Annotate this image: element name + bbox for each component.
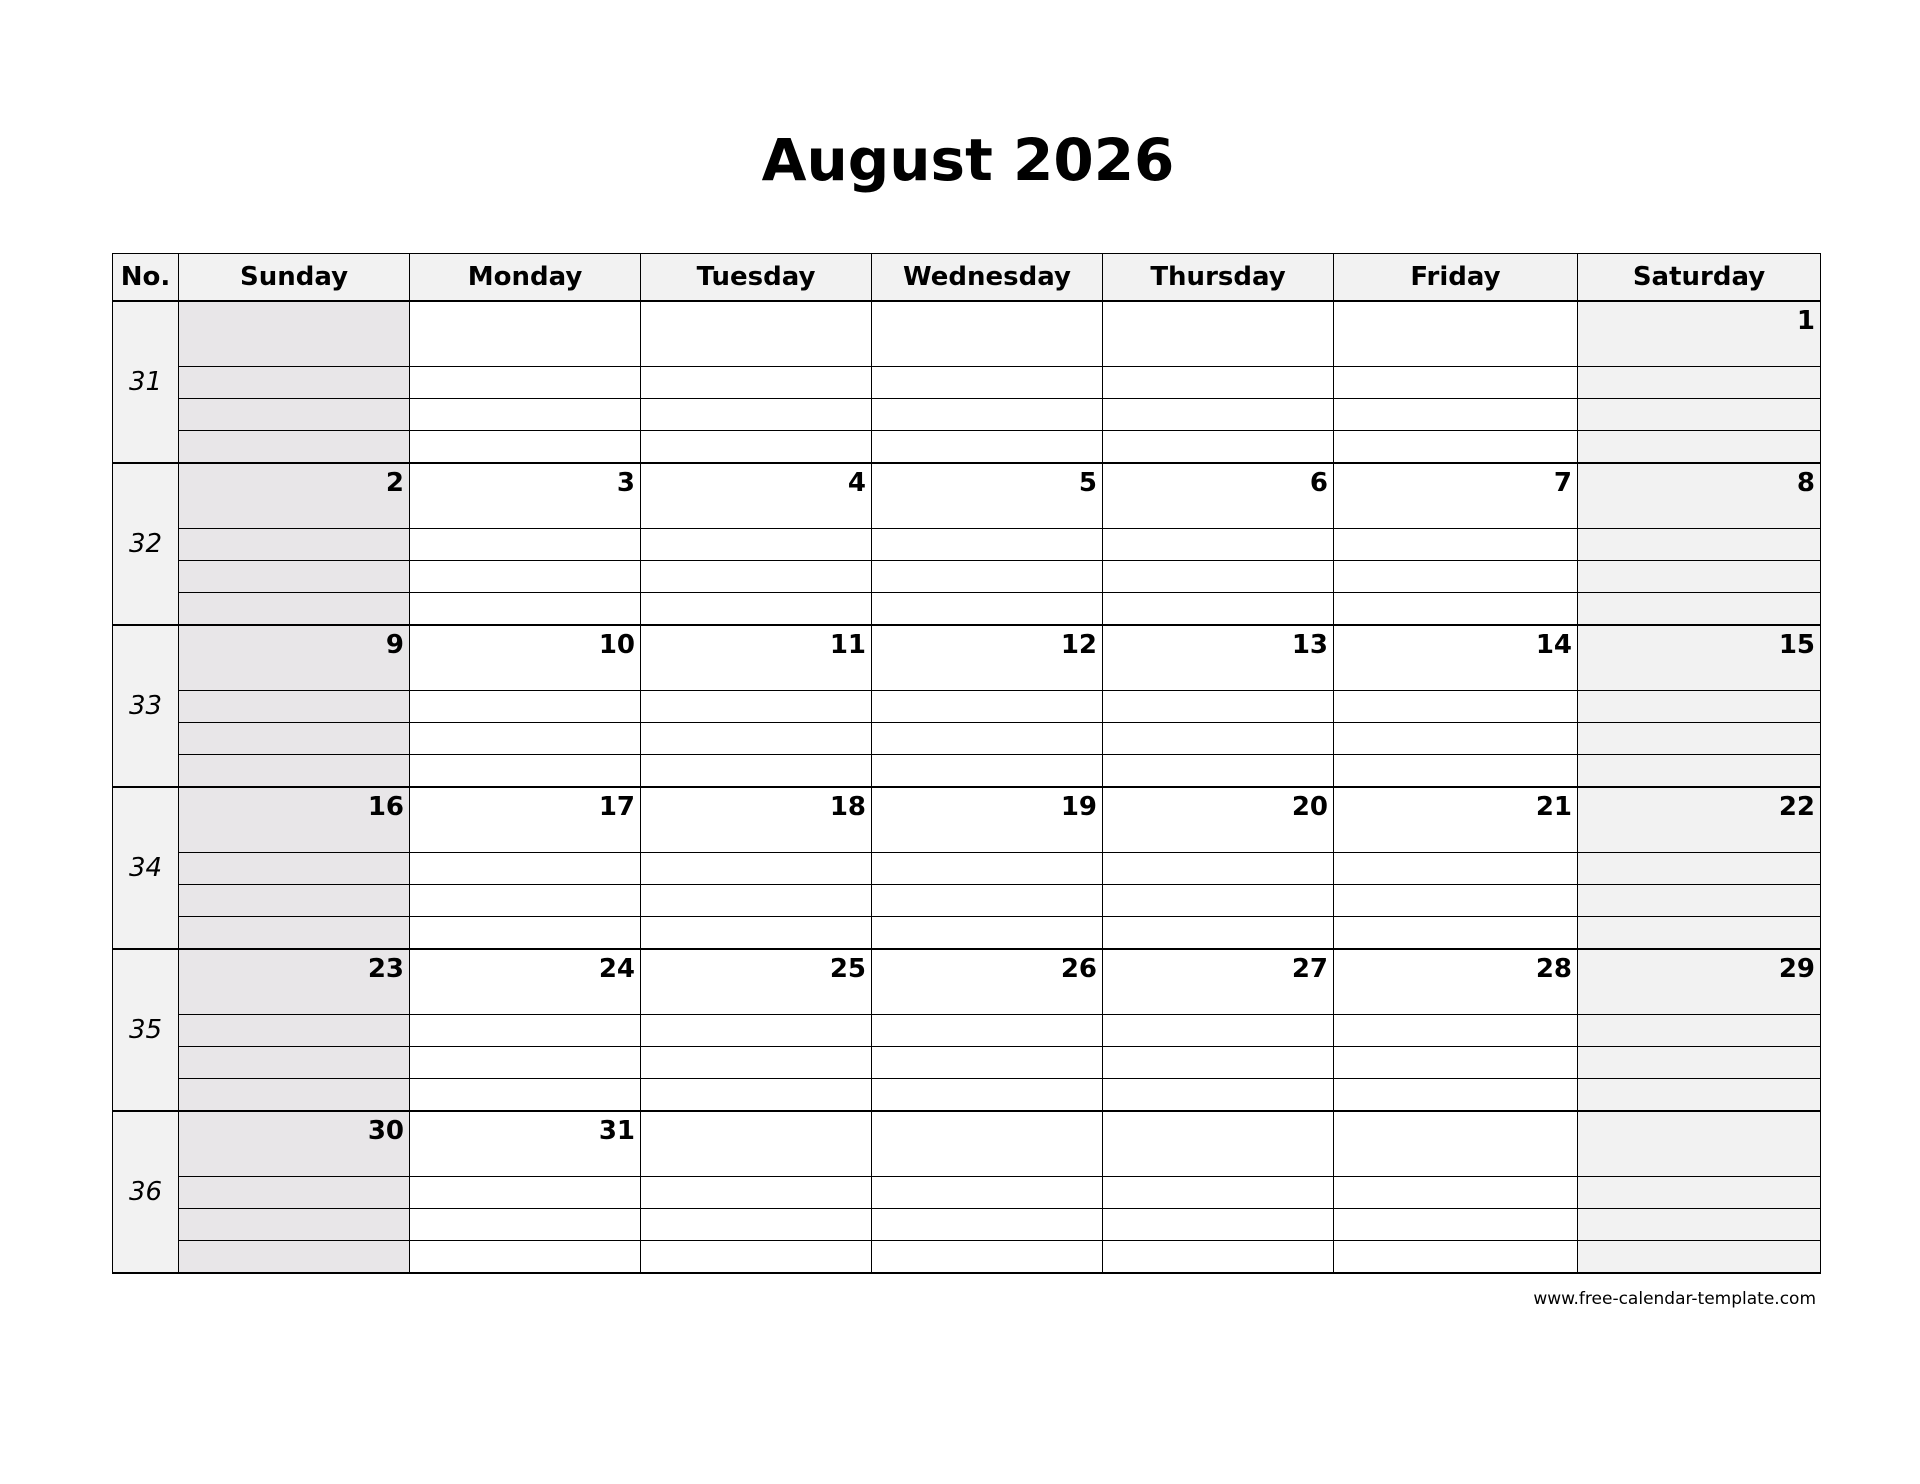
day-number: 11 [829, 630, 866, 660]
weekday-header-saturday: Saturday [1578, 254, 1821, 302]
note-line-cell [179, 1209, 410, 1241]
note-line-cell [1578, 1177, 1821, 1209]
day-cell-sunday [179, 949, 410, 1015]
note-line-cell [641, 1015, 872, 1047]
note-line-cell [641, 853, 872, 885]
note-line-cell [1334, 529, 1578, 561]
note-line-cell [1103, 431, 1334, 464]
note-line-cell [1578, 529, 1821, 561]
note-line-cell [179, 755, 410, 788]
note-line-cell [179, 529, 410, 561]
note-line-cell [1103, 1177, 1334, 1209]
note-line-cell [1103, 593, 1334, 626]
day-number: 7 [1553, 468, 1572, 498]
note-line-cell [872, 561, 1103, 593]
day-number: 2 [385, 468, 404, 498]
note-line-cell [1334, 1079, 1578, 1112]
note-line-cell [641, 1177, 872, 1209]
day-number: 6 [1309, 468, 1328, 498]
note-line-cell [641, 1209, 872, 1241]
day-number: 10 [598, 630, 635, 660]
note-line-cell [179, 593, 410, 626]
day-number [410, 302, 640, 306]
note-line-cell [1578, 431, 1821, 464]
day-number: 19 [1060, 792, 1097, 822]
week-number: 36 [113, 1111, 179, 1273]
day-number [1334, 302, 1577, 306]
note-line-cell [410, 917, 641, 950]
note-line-row [113, 1209, 1821, 1241]
day-cell-thursday [1103, 301, 1334, 367]
note-line-cell [872, 691, 1103, 723]
weekday-header-friday: Friday [1334, 254, 1578, 302]
day-number: 5 [1078, 468, 1097, 498]
day-cell-monday [410, 787, 641, 853]
note-line-cell [410, 431, 641, 464]
note-line-cell [872, 1015, 1103, 1047]
day-cell-wednesday [872, 463, 1103, 529]
note-line-cell [179, 1047, 410, 1079]
week-row [113, 949, 1821, 1015]
day-cell-thursday [1103, 787, 1334, 853]
day-number: 14 [1535, 630, 1572, 660]
day-number: 17 [598, 792, 635, 822]
day-number: 1 [1796, 306, 1815, 336]
note-line-cell [1334, 723, 1578, 755]
day-cell-thursday [1103, 1111, 1334, 1177]
note-line-cell [1103, 723, 1334, 755]
note-line-cell [179, 1241, 410, 1274]
note-line-cell [872, 1047, 1103, 1079]
note-line-cell [1578, 1209, 1821, 1241]
day-cell-friday [1334, 625, 1578, 691]
day-cell-tuesday [641, 949, 872, 1015]
footer-url: www.free-calendar-template.com [1533, 1289, 1816, 1309]
note-line-cell [410, 723, 641, 755]
note-line-cell [179, 1177, 410, 1209]
weekday-header-sunday: Sunday [179, 254, 410, 302]
day-cell-wednesday [872, 625, 1103, 691]
note-line-cell [179, 399, 410, 431]
week-number: 33 [113, 625, 179, 787]
note-line-row [113, 529, 1821, 561]
note-line-cell [410, 1209, 641, 1241]
week-number: 34 [113, 787, 179, 949]
day-number: 9 [385, 630, 404, 660]
note-line-cell [1103, 691, 1334, 723]
note-line-cell [641, 399, 872, 431]
note-line-cell [641, 593, 872, 626]
day-cell-thursday [1103, 625, 1334, 691]
note-line-cell [641, 561, 872, 593]
day-number: 15 [1778, 630, 1815, 660]
note-line-row [113, 1177, 1821, 1209]
day-cell-wednesday [872, 949, 1103, 1015]
day-cell-sunday [179, 463, 410, 529]
day-cell-monday [410, 463, 641, 529]
day-cell-thursday [1103, 949, 1334, 1015]
note-line-cell [1103, 529, 1334, 561]
note-line-cell [1334, 1047, 1578, 1079]
note-line-row [113, 1047, 1821, 1079]
note-line-cell [179, 431, 410, 464]
calendar-body [113, 301, 1821, 1273]
day-number [1103, 1112, 1333, 1116]
note-line-cell [1578, 853, 1821, 885]
weekday-header-wednesday: Wednesday [872, 254, 1103, 302]
day-number: 8 [1796, 468, 1815, 498]
note-line-row [113, 723, 1821, 755]
day-cell-friday [1334, 463, 1578, 529]
note-line-row [113, 917, 1821, 950]
note-line-cell [179, 885, 410, 917]
day-cell-monday [410, 1111, 641, 1177]
day-number: 24 [598, 954, 635, 984]
day-number: 16 [367, 792, 404, 822]
day-number: 4 [847, 468, 866, 498]
week-number: 31 [113, 301, 179, 463]
note-line-cell [641, 755, 872, 788]
note-line-cell [872, 917, 1103, 950]
day-cell-saturday [1578, 463, 1821, 529]
note-line-cell [872, 723, 1103, 755]
week-row [113, 787, 1821, 853]
note-line-row [113, 399, 1821, 431]
note-line-cell [641, 691, 872, 723]
note-line-cell [410, 561, 641, 593]
note-line-row [113, 1241, 1821, 1274]
day-cell-saturday [1578, 949, 1821, 1015]
note-line-cell [179, 1015, 410, 1047]
day-cell-wednesday [872, 301, 1103, 367]
day-number [1103, 302, 1333, 306]
note-line-cell [1334, 691, 1578, 723]
day-cell-sunday [179, 1111, 410, 1177]
note-line-cell [872, 529, 1103, 561]
note-line-cell [1103, 1241, 1334, 1274]
weekday-header-thursday: Thursday [1103, 254, 1334, 302]
note-line-cell [410, 1079, 641, 1112]
day-cell-tuesday [641, 625, 872, 691]
note-line-cell [1334, 1241, 1578, 1274]
day-number [1578, 1112, 1820, 1116]
day-cell-sunday [179, 301, 410, 367]
note-line-cell [179, 561, 410, 593]
day-cell-friday [1334, 949, 1578, 1015]
note-line-cell [872, 1241, 1103, 1274]
day-cell-saturday [1578, 625, 1821, 691]
note-line-cell [1103, 755, 1334, 788]
note-line-row [113, 691, 1821, 723]
note-line-cell [872, 593, 1103, 626]
note-line-cell [1334, 431, 1578, 464]
note-line-cell [179, 917, 410, 950]
note-line-cell [410, 399, 641, 431]
note-line-cell [410, 529, 641, 561]
day-number: 21 [1535, 792, 1572, 822]
note-line-cell [872, 755, 1103, 788]
note-line-cell [1103, 917, 1334, 950]
note-line-row [113, 367, 1821, 399]
note-line-cell [1578, 1241, 1821, 1274]
day-cell-monday [410, 625, 641, 691]
note-line-cell [641, 431, 872, 464]
day-cell-wednesday [872, 787, 1103, 853]
day-number [179, 302, 409, 306]
note-line-cell [1103, 367, 1334, 399]
day-number: 18 [829, 792, 866, 822]
day-number: 25 [829, 954, 866, 984]
week-row [113, 1111, 1821, 1177]
day-cell-friday [1334, 1111, 1578, 1177]
week-row [113, 625, 1821, 691]
day-cell-saturday [1578, 1111, 1821, 1177]
note-line-cell [179, 1079, 410, 1112]
note-line-row [113, 755, 1821, 788]
note-line-cell [872, 431, 1103, 464]
day-cell-sunday [179, 787, 410, 853]
day-number: 3 [616, 468, 635, 498]
note-line-row [113, 853, 1821, 885]
day-number [872, 1112, 1102, 1116]
note-line-cell [410, 885, 641, 917]
calendar-title: August 2026 [761, 126, 1175, 194]
note-line-row [113, 1079, 1821, 1112]
note-line-cell [872, 399, 1103, 431]
note-line-cell [410, 367, 641, 399]
note-line-cell [410, 853, 641, 885]
day-cell-sunday [179, 625, 410, 691]
day-number [641, 302, 871, 306]
note-line-cell [179, 367, 410, 399]
note-line-cell [1103, 561, 1334, 593]
note-line-cell [179, 853, 410, 885]
day-cell-tuesday [641, 1111, 872, 1177]
note-line-cell [641, 367, 872, 399]
day-cell-friday [1334, 301, 1578, 367]
note-line-cell [1103, 1047, 1334, 1079]
note-line-cell [179, 691, 410, 723]
day-number: 20 [1291, 792, 1328, 822]
note-line-cell [1578, 723, 1821, 755]
day-number: 23 [367, 954, 404, 984]
day-cell-saturday [1578, 787, 1821, 853]
day-number: 29 [1778, 954, 1815, 984]
week-number: 32 [113, 463, 179, 625]
week-number: 35 [113, 949, 179, 1111]
note-line-cell [641, 723, 872, 755]
day-number [1334, 1112, 1577, 1116]
note-line-cell [1334, 1177, 1578, 1209]
note-line-cell [1103, 853, 1334, 885]
weekday-header-tuesday: Tuesday [641, 254, 872, 302]
note-line-cell [872, 885, 1103, 917]
note-line-cell [1103, 1015, 1334, 1047]
day-cell-tuesday [641, 787, 872, 853]
note-line-cell [1578, 755, 1821, 788]
note-line-row [113, 1015, 1821, 1047]
note-line-cell [1103, 885, 1334, 917]
note-line-row [113, 431, 1821, 464]
day-cell-friday [1334, 787, 1578, 853]
note-line-cell [1103, 399, 1334, 431]
day-number: 22 [1778, 792, 1815, 822]
note-line-cell [1103, 1079, 1334, 1112]
note-line-cell [641, 917, 872, 950]
week-number-header: No. [113, 254, 179, 302]
day-cell-tuesday [641, 463, 872, 529]
note-line-cell [1578, 561, 1821, 593]
note-line-cell [1103, 1209, 1334, 1241]
day-cell-monday [410, 301, 641, 367]
note-line-cell [1334, 1015, 1578, 1047]
note-line-cell [872, 1209, 1103, 1241]
note-line-cell [1578, 593, 1821, 626]
day-number: 12 [1060, 630, 1097, 660]
note-line-cell [410, 755, 641, 788]
day-number: 13 [1291, 630, 1328, 660]
note-line-cell [1578, 691, 1821, 723]
note-line-row [113, 593, 1821, 626]
note-line-cell [410, 593, 641, 626]
note-line-cell [641, 1241, 872, 1274]
note-line-cell [872, 1177, 1103, 1209]
day-cell-tuesday [641, 301, 872, 367]
note-line-cell [1334, 885, 1578, 917]
day-number: 28 [1535, 954, 1572, 984]
day-number: 26 [1060, 954, 1097, 984]
note-line-cell [179, 723, 410, 755]
note-line-cell [872, 853, 1103, 885]
note-line-cell [410, 1015, 641, 1047]
note-line-cell [1578, 1047, 1821, 1079]
note-line-cell [1334, 399, 1578, 431]
note-line-cell [1578, 1079, 1821, 1112]
note-line-cell [1578, 399, 1821, 431]
note-line-cell [1334, 755, 1578, 788]
note-line-cell [1334, 1209, 1578, 1241]
day-cell-wednesday [872, 1111, 1103, 1177]
day-number: 31 [598, 1116, 635, 1146]
note-line-cell [641, 1047, 872, 1079]
note-line-cell [410, 1241, 641, 1274]
note-line-cell [641, 529, 872, 561]
day-number [872, 302, 1102, 306]
note-line-cell [641, 885, 872, 917]
week-row [113, 301, 1821, 367]
note-line-cell [410, 1047, 641, 1079]
day-cell-monday [410, 949, 641, 1015]
note-line-row [113, 885, 1821, 917]
calendar-grid [112, 253, 1821, 1274]
note-line-cell [1578, 1015, 1821, 1047]
day-number: 27 [1291, 954, 1328, 984]
note-line-cell [410, 691, 641, 723]
note-line-cell [1334, 917, 1578, 950]
note-line-cell [1578, 367, 1821, 399]
note-line-cell [1578, 917, 1821, 950]
note-line-cell [410, 1177, 641, 1209]
note-line-cell [1578, 885, 1821, 917]
note-line-row [113, 561, 1821, 593]
week-row [113, 463, 1821, 529]
day-cell-thursday [1103, 463, 1334, 529]
weekday-header-monday: Monday [410, 254, 641, 302]
day-number: 30 [367, 1116, 404, 1146]
note-line-cell [1334, 593, 1578, 626]
note-line-cell [641, 1079, 872, 1112]
note-line-cell [1334, 561, 1578, 593]
weekday-header-row [113, 254, 1821, 302]
note-line-cell [872, 367, 1103, 399]
day-number [641, 1112, 871, 1116]
note-line-cell [872, 1079, 1103, 1112]
note-line-cell [1334, 853, 1578, 885]
note-line-cell [1334, 367, 1578, 399]
day-cell-saturday [1578, 301, 1821, 367]
